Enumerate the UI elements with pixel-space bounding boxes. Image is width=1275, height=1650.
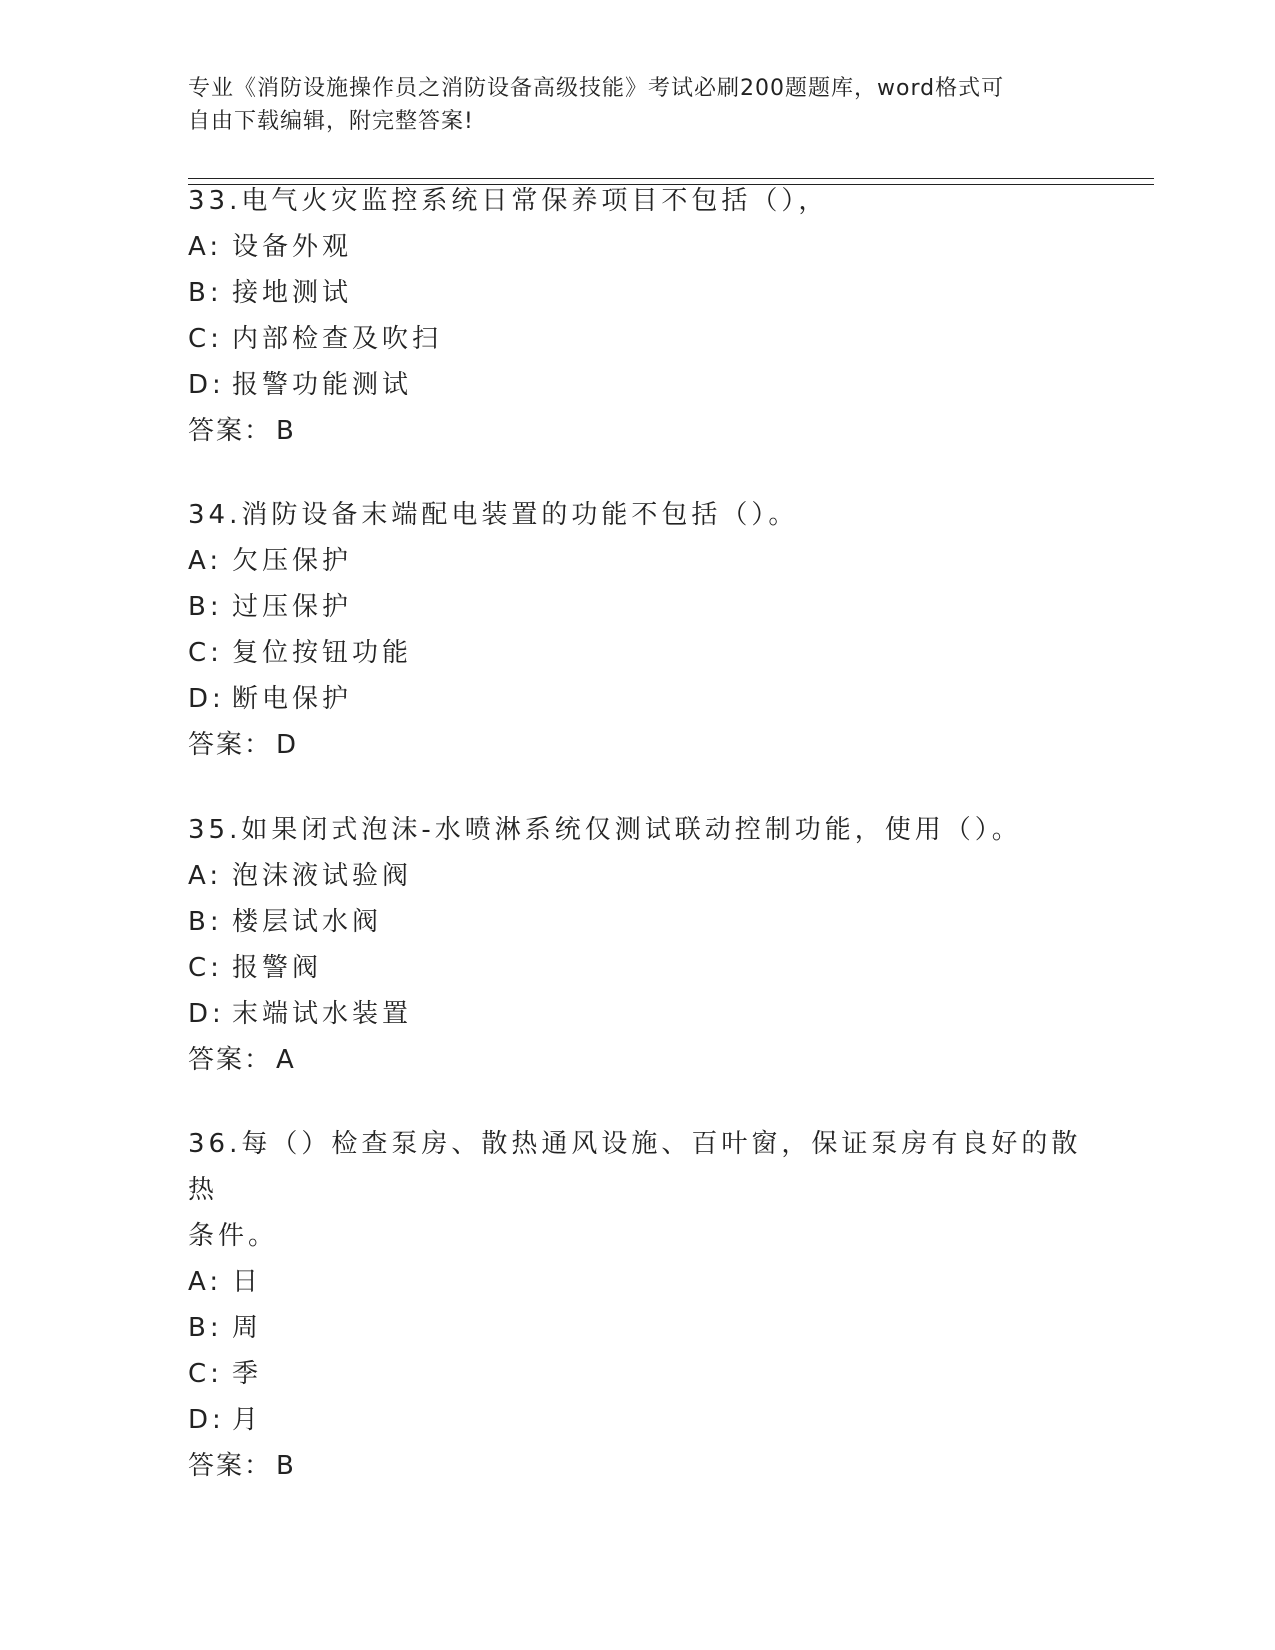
answer-line <box>188 408 1088 454</box>
option-c <box>188 316 1088 362</box>
option-b <box>188 899 1088 945</box>
question-36 <box>188 1121 1088 1489</box>
answer-line <box>188 1443 1088 1489</box>
option-text: 过压保护 <box>232 592 353 622</box>
header-line-2: 自由下载编辑，附完整答案! <box>188 109 474 134</box>
option-key: D: <box>188 370 225 400</box>
option-text: 设备外观 <box>232 232 353 262</box>
option-key: C: <box>188 953 223 983</box>
answer-value: B <box>276 416 296 446</box>
option-key: B: <box>188 592 223 622</box>
answer-value: B <box>276 1451 296 1481</box>
question-stem: 33.电气火灾监控系统日常保养项目不包括（）， <box>188 186 829 216</box>
option-text: 泡沫液试验阀 <box>232 861 413 891</box>
option-text: 末端试水装置 <box>232 999 413 1029</box>
option-key: A: <box>188 1267 223 1297</box>
option-key: C: <box>188 1359 223 1389</box>
option-d <box>188 1397 1088 1443</box>
option-text: 日 <box>232 1267 263 1297</box>
question-stem: 36.每（）检查泵房、散热通风设施、百叶窗，保证泵房有良好的散热 <box>188 1129 1082 1205</box>
option-text: 月 <box>232 1405 263 1435</box>
option-key: D: <box>188 999 225 1029</box>
answer-label: 答案： <box>188 416 273 446</box>
question-stem: 34.消防设备末端配电装置的功能不包括（）。 <box>188 500 799 530</box>
option-c <box>188 630 1088 676</box>
option-key: D: <box>188 1405 225 1435</box>
option-a <box>188 1259 1088 1305</box>
option-b <box>188 270 1088 316</box>
option-key: B: <box>188 1313 223 1343</box>
answer-label: 答案： <box>188 1045 273 1075</box>
question-34 <box>188 492 1088 768</box>
option-key: C: <box>188 638 223 668</box>
option-c <box>188 1351 1088 1397</box>
question-33 <box>188 178 1088 454</box>
option-text: 欠压保护 <box>232 546 353 576</box>
option-key: A: <box>188 232 223 262</box>
option-text: 内部检查及吹扫 <box>232 324 443 354</box>
option-text: 复位按钮功能 <box>232 638 413 668</box>
answer-line <box>188 1037 1088 1083</box>
option-d <box>188 362 1088 408</box>
option-text: 楼层试水阀 <box>232 907 383 937</box>
option-key: B: <box>188 278 223 308</box>
option-a <box>188 224 1088 270</box>
option-text: 报警阀 <box>232 953 323 983</box>
answer-line <box>188 722 1088 768</box>
option-text: 周 <box>232 1313 263 1343</box>
option-key: B: <box>188 907 223 937</box>
option-key: D: <box>188 684 225 714</box>
option-d <box>188 991 1088 1037</box>
header-line-1: 专业《消防设施操作员之消防设备高级技能》考试必刷200题题库，word格式可 <box>188 76 1005 101</box>
document-header <box>188 72 1088 138</box>
option-d <box>188 676 1088 722</box>
option-text: 接地测试 <box>232 278 353 308</box>
option-key: A: <box>188 546 223 576</box>
option-text: 季 <box>232 1359 263 1389</box>
question-stem-continuation: 条件。 <box>188 1221 279 1251</box>
option-a <box>188 538 1088 584</box>
option-a <box>188 853 1088 899</box>
question-stem: 35.如果闭式泡沫-水喷淋系统仅测试联动控制功能，使用（）。 <box>188 815 1022 845</box>
option-b <box>188 584 1088 630</box>
option-b <box>188 1305 1088 1351</box>
answer-label: 答案： <box>188 1451 273 1481</box>
answer-label: 答案： <box>188 730 273 760</box>
answer-value: A <box>276 1045 296 1075</box>
option-key: C: <box>188 324 223 354</box>
option-text: 报警功能测试 <box>232 370 413 400</box>
option-key: A: <box>188 861 223 891</box>
option-c <box>188 945 1088 991</box>
answer-value: D <box>276 730 299 760</box>
question-35 <box>188 807 1088 1083</box>
option-text: 断电保护 <box>232 684 353 714</box>
